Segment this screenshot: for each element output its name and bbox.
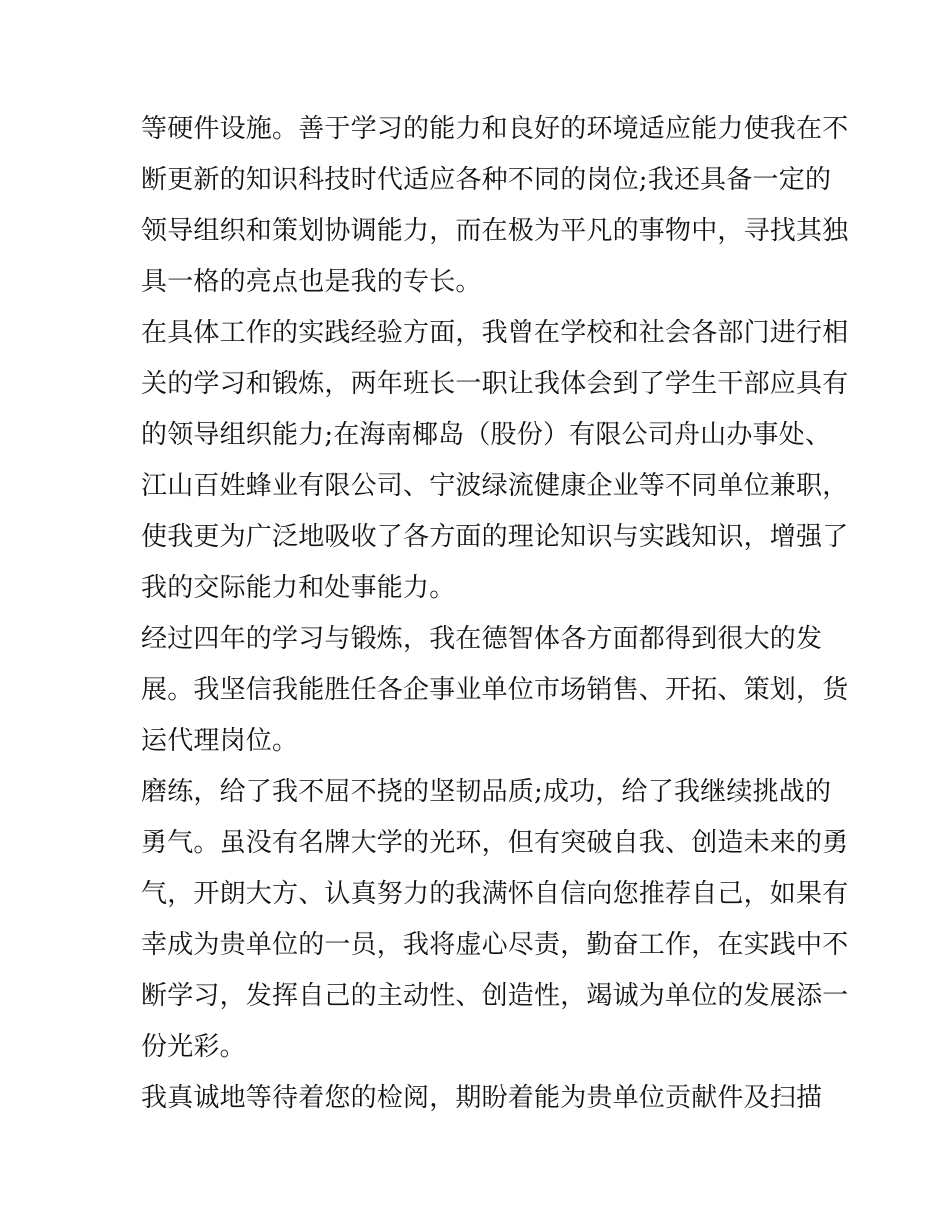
text-line: 领导组织和策划协调能力，而在极为平凡的事物中，寻找其独: [141, 216, 849, 246]
text-line: 勇气。虽没有名牌大学的光环，但有突破自我、创造未来的勇: [141, 828, 849, 858]
text-line: 使我更为广泛地吸收了各方面的理论知识与实践知识，增强了: [141, 522, 849, 552]
text-line: 经过四年的学习与锻炼，我在德智体各方面都得到很大的发: [141, 624, 823, 654]
text-line: 磨练，给了我不屈不挠的坚韧品质;成功，给了我继续挑战的: [141, 777, 832, 807]
text-line: 等硬件设施。善于学习的能力和良好的环境适应能力使我在不: [141, 114, 849, 144]
text-line: 关的学习和锻炼，两年班长一职让我体会到了学生干部应具有: [141, 369, 849, 399]
text-line: 在具体工作的实践经验方面，我曾在学校和社会各部门进行相: [141, 318, 849, 348]
text-line: 的领导组织能力;在海南椰岛（股份）有限公司舟山办事处、: [141, 420, 832, 450]
text-line: 我的交际能力和处事能力。: [141, 573, 456, 603]
text-line: 断更新的知识科技时代适应各种不同的岗位;我还具备一定的: [141, 165, 832, 195]
text-line: 气，开朗大方、认真努力的我满怀自信向您推荐自己，如果有: [141, 879, 849, 909]
text-line: 展。我坚信我能胜任各企事业单位市场销售、开拓、策划，货: [141, 675, 849, 705]
text-line: 我真诚地等待着您的检阅，期盼着能为贵单位贡献件及扫描: [141, 1083, 823, 1113]
text-line: 幸成为贵单位的一员，我将虚心尽责，勤奋工作，在实践中不: [141, 930, 849, 960]
text-line: 断学习，发挥自己的主动性、创造性，竭诚为单位的发展添一: [141, 981, 849, 1011]
text-line: 份光彩。: [141, 1032, 246, 1062]
text-line: 运代理岗位。: [141, 726, 299, 756]
text-line: 江山百姓蜂业有限公司、宁波绿流健康企业等不同单位兼职，: [141, 471, 849, 501]
text-line: 具一格的亮点也是我的专长。: [141, 267, 482, 297]
document-body: [141, 104, 849, 1124]
